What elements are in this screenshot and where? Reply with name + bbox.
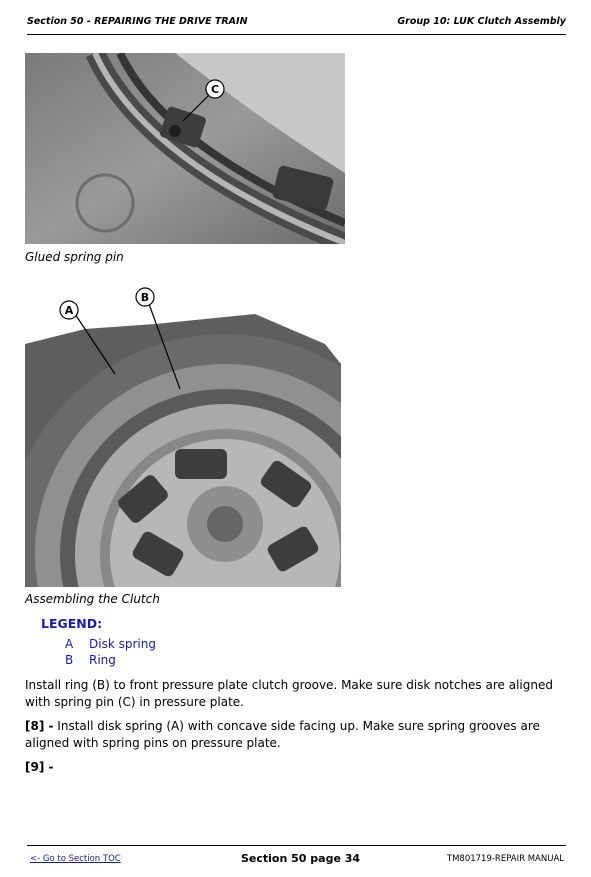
legend-key: B	[65, 653, 74, 667]
photo-glued-spring-pin	[25, 53, 345, 244]
legend-label: Disk spring	[89, 637, 156, 651]
step-9	[25, 759, 570, 776]
instruction-paragraph: Install ring (B) to front pressure plate clutch groove. Make sure disk notches are aligned with spring pin (C) in pressure plate.	[25, 678, 553, 709]
group-title: Group 10: LUK Clutch Assembly	[397, 16, 566, 27]
callout-b: B	[140, 291, 150, 304]
legend-item	[65, 637, 156, 651]
page-header	[27, 16, 566, 35]
page-number: Section 50 page 34	[241, 852, 361, 865]
callout-c: C	[210, 83, 220, 96]
figure-caption: Assembling the Clutch	[25, 592, 160, 606]
legend-label: Ring	[89, 653, 116, 667]
callout-a: A	[64, 304, 74, 317]
section-toc-link[interactable]: <- Go to Section TOC	[30, 854, 121, 864]
page-footer	[27, 845, 566, 865]
legend-item	[65, 653, 116, 667]
step-number: [8] -	[25, 719, 54, 733]
section-title: Section 50 - REPAIRING THE DRIVE TRAIN	[27, 16, 248, 27]
manual-id: TM801719-REPAIR MANUAL	[446, 854, 564, 864]
figure-caption: Glued spring pin	[25, 250, 124, 264]
step-8	[25, 718, 570, 752]
photo-assembling-clutch	[25, 284, 341, 587]
legend-key: A	[65, 637, 74, 651]
step-number: [9] -	[25, 760, 54, 774]
step-text: Install disk spring (A) with concave side facing up. Make sure spring grooves are aligned with spring pins on pressure plate.	[25, 719, 540, 750]
legend-title: LEGEND:	[41, 616, 103, 631]
